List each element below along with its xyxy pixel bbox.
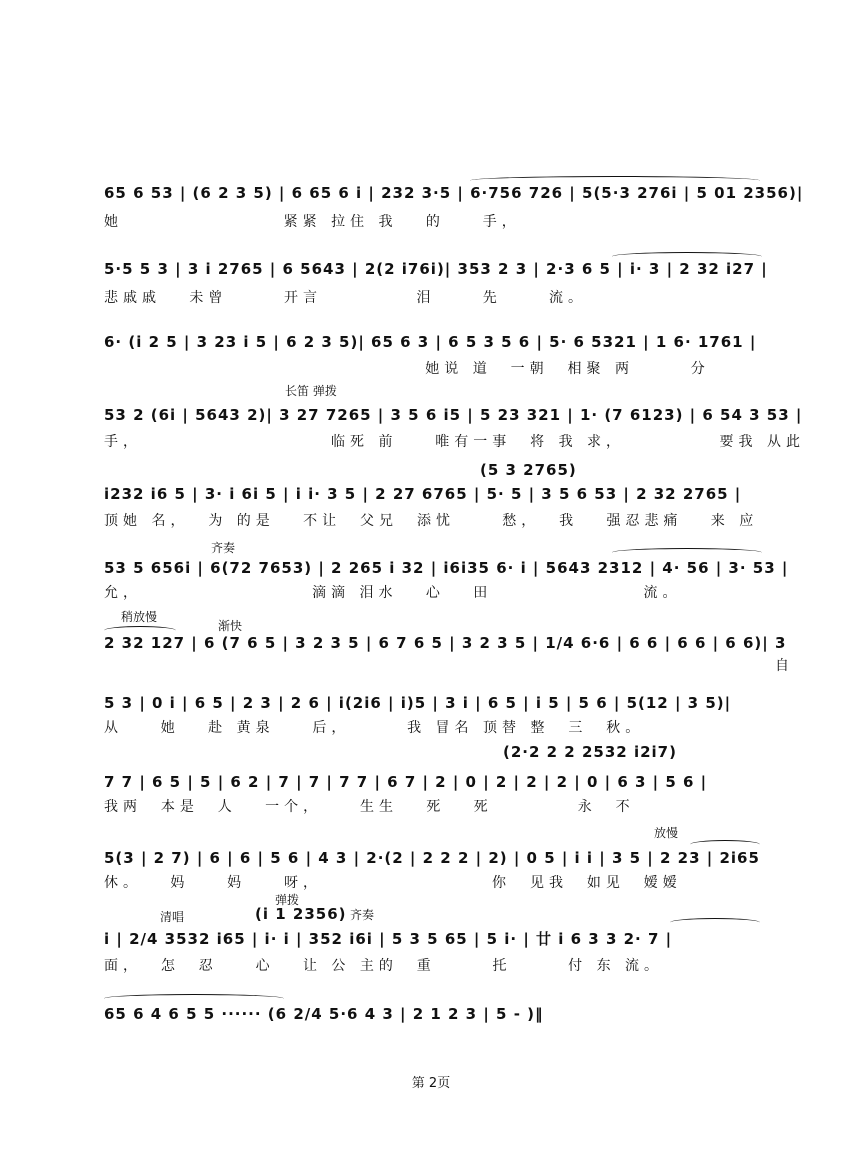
performance-mark: 弹拨 — [275, 893, 300, 907]
slur-mark — [104, 626, 176, 635]
lyric-line: 自 — [104, 658, 794, 674]
notation-line: 7 7 | 6 5 | 5 | 6 2 | 7 | 7 | 7 7 | 6 7 | 2 | 0 | 2 | 2 | 2 | 0 | 6 3 | 5 6 | — [104, 773, 708, 791]
lyric-line: 手， 临死 前 唯有一事 将 我 求， 要我 从此 — [104, 434, 806, 450]
instrumental-interlude: (i 1 2356) — [255, 905, 347, 923]
performance-mark: 渐快 — [218, 619, 243, 633]
performance-mark: 稍放慢 — [121, 610, 158, 624]
performance-mark: 放慢 — [654, 826, 679, 840]
notation-line: 5 3 | 0 i | 6 5 | 2 3 | 2 6 | i(2i6 | i)5 | 3 i | 6 5 | i 5 | 5 6 | 5(12 | 3 5)| — [104, 694, 732, 712]
notation-line: 65 6 53 | (6 2 3 5) | 6 65 6 i | 232 3·5 | 6·756 726 | 5(5·3 276i | 5 01 2356)| — [104, 184, 804, 202]
notation-line: 6· (i 2 5 | 3 23 i 5 | 6 2 3 5)| 65 6 3 | 6 5 3 5 6 | 5· 6 5321 | 1 6· 1761 | — [104, 333, 757, 351]
performance-mark: 齐奏 — [350, 908, 375, 922]
instrumental-interlude: (2·2 2 2 2532 i2i7) — [503, 743, 677, 761]
slur-mark — [612, 252, 762, 261]
lyric-line: 面， 怎 忍 心 让 公 主的 重 托 付 东 流。 — [104, 958, 664, 974]
lyric-line: 她 紧紧 拉住 我 的 手， — [104, 214, 521, 230]
notation-line: 53 2 (6i | 5643 2)| 3 27 7265 | 3 5 6 i5 | 5 23 321 | 1· (7 6123) | 6 54 3 53 | — [104, 406, 803, 424]
lyric-line: 悲戚戚 未曾 开言 泪 先 流。 — [104, 290, 588, 306]
notation-line: 5(3 | 2 7) | 6 | 6 | 5 6 | 4 3 | 2·(2 | 2 2 2 | 2) | 0 5 | i i | 3 5 | 2 23 | 2i65 — [104, 849, 760, 867]
slur-mark — [612, 548, 762, 557]
performance-mark: 清唱 — [160, 910, 185, 924]
notation-line: i232 i6 5 | 3· i 6i 5 | i i· 3 5 | 2 27 6765 | 5· 5 | 3 5 6 53 | 2 32 2765 | — [104, 485, 742, 503]
notation-line: 53 5 656i | 6(72 7653) | 2 265 i 32 | i6i35 6· i | 5643 2312 | 4· 56 | 3· 53 | — [104, 559, 789, 577]
performance-mark: 齐奏 — [211, 541, 236, 555]
notation-line: 5·5 5 3 | 3 i 2765 | 6 5643 | 2(2 i76i)| 353 2 3 | 2·3 6 5 | i· 3 | 2 32 i27 | — [104, 260, 768, 278]
slur-mark — [670, 918, 760, 927]
lyric-line: 我两 本是 人 一个， 生生 死 死 永 不 — [104, 799, 635, 815]
instrumental-interlude: (5 3 2765) — [480, 461, 577, 479]
lyric-line: 顶她 名， 为 的是 不让 父兄 添忧 愁， 我 强忍悲痛 来 应 — [104, 513, 759, 529]
lyric-line: 从 她 赴 黄泉 后， 我 冒名 顶替 整 三 秋。 — [104, 720, 645, 736]
notation-line: 65 6 4 6 5 5 ······ (6 2/4 5·6 4 3 | 2 1 2 3 | 5 - )‖ — [104, 1005, 544, 1023]
slur-mark — [690, 840, 760, 849]
notation-line: i | 2/4 3532 i65 | i· i | 352 i6i | 5 3 5 65 | 5 i· | 廿 i 6 3 3 2· 7 | — [104, 930, 673, 948]
lyric-line: 允， 滴滴 泪水 心 田 流。 — [104, 585, 682, 601]
page-number: 第 2页 — [411, 1076, 451, 1091]
lyric-line: 她说 道 一朝 相聚 两 分 — [104, 361, 710, 377]
notation-line: 2 32 127 | 6 (7 6 5 | 3 2 3 5 | 6 7 6 5 | 3 2 3 5 | 1/4 6·6 | 6 6 | 6 6 | 6 6)| 3 — [104, 634, 787, 652]
slur-mark — [104, 994, 284, 1003]
performance-mark: 长笛 弹拨 — [285, 384, 337, 398]
lyric-line: 休。 妈 妈 呀， 你 见我 如见 嫒嫒 — [104, 875, 682, 891]
slur-mark — [470, 176, 760, 185]
